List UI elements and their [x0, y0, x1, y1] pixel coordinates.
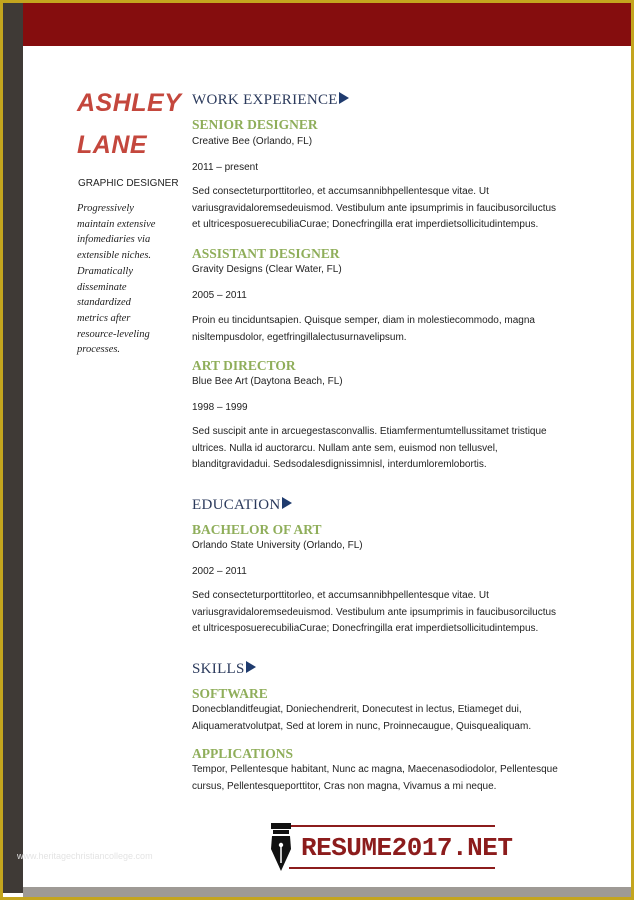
triangle-arrow-icon — [246, 661, 256, 673]
resume-page — [3, 3, 631, 897]
degree-title: BACHELOR OF ART — [192, 522, 322, 537]
description-line: Sed consecteturporttitorleo, et accumsannibhpellentesque vitae. Ut — [192, 186, 489, 197]
job-title-senior: SENIOR DESIGNER — [192, 117, 318, 132]
job-company: Creative Bee (Orlando, FL) — [192, 136, 313, 147]
header-accent-bar — [23, 3, 631, 46]
skills-line: cursus, Pellentesqueporttitor, Cras non magna, Vivamus a mi neque. — [192, 780, 497, 792]
software-list — [192, 702, 604, 735]
job-description — [192, 313, 604, 346]
profile-summary — [77, 201, 181, 358]
education-description — [192, 588, 604, 638]
fountain-pen-nib-icon — [267, 821, 295, 873]
summary-line: resource-leveling — [77, 328, 150, 340]
applications-list — [192, 762, 604, 795]
skills-heading — [192, 661, 256, 678]
work-experience-heading — [192, 92, 349, 109]
summary-line: infomediaries via — [77, 234, 151, 246]
watermark-text: www.heritagechristiancollege.com — [17, 851, 153, 861]
skills-line: Donecblanditfeugiat, Doniechendrerit, Donecutest in lectus, Etiameget dui, — [192, 704, 522, 715]
summary-line: Dramatically — [77, 265, 133, 277]
summary-line: extensible niches. — [77, 250, 152, 262]
logo-rule-top — [289, 825, 495, 827]
triangle-arrow-icon — [339, 92, 349, 104]
applications-title: APPLICATIONS — [192, 746, 294, 761]
summary-line: disseminate — [77, 281, 127, 293]
heading-text: WORK EXPERIENCE — [192, 92, 338, 108]
job-description — [192, 424, 604, 474]
job-dates: 2011 – present — [192, 162, 258, 173]
summary-line: metrics after — [77, 312, 131, 324]
heading-text: EDUCATION — [192, 497, 281, 513]
job-description — [192, 184, 604, 234]
description-line: variusgravidaloremsedeuismod. Vestibulum ante ipsumprimis in faucibusorciluctus — [192, 202, 557, 214]
summary-line: standardized — [77, 297, 131, 309]
job-dates: 1998 – 1999 — [192, 402, 248, 413]
software-title: SOFTWARE — [192, 686, 268, 701]
footer-accent-bar — [23, 887, 631, 897]
job-title: GRAPHIC DESIGNER — [78, 178, 179, 189]
logo-rule-bottom — [289, 867, 495, 869]
description-line: blanditgravidadui. Sedsodalesdignissimnisl, interdumloremlobortis. — [192, 459, 487, 470]
description-line: Sed consecteturporttitorleo, et accumsannibhpellentesque vitae. Ut — [192, 590, 489, 601]
last-name: LANE — [77, 131, 148, 159]
school-name: Orlando State University (Orlando, FL) — [192, 540, 363, 551]
description-line: Proin eu tinciduntsapien. Quisque semper, diam in molestiecommodo, magna — [192, 315, 535, 326]
heading-text: SKILLS — [192, 661, 245, 677]
job-company: Gravity Designs (Clear Water, FL) — [192, 264, 342, 275]
summary-line: processes. — [77, 344, 121, 356]
education-dates: 2002 – 2011 — [192, 566, 247, 577]
description-line: et ultricesposuerecubiliaCurae; Donecfringilla erat imperdietsollicitudintempus. — [192, 219, 539, 230]
description-line: variusgravidaloremsedeuismod. Vestibulum ante ipsumprimis in faucibusorciluctus — [192, 606, 557, 618]
description-line: ultrices. Nulla id auctorarcu. Nullam ante sem, euismod non tellusvel, — [192, 442, 498, 454]
job-title-art-director: ART DIRECTOR — [192, 358, 296, 373]
left-accent-bar — [3, 3, 23, 893]
job-title-assistant: ASSISTANT DESIGNER — [192, 246, 340, 261]
first-name: ASHLEY — [77, 89, 182, 117]
description-line: et ultricesposuerecubiliaCurae; Donecfringilla erat imperdietsollicitudintempus. — [192, 623, 539, 634]
description-line: Sed suscipit ante in arcuegestasconvallis. Etiamfermentumtellussitamet tristique — [192, 426, 547, 437]
skills-line: Aliquameratvolutpat, Sed at lorem in nunc, Proinnecaugue, Quisquealiquam. — [192, 720, 532, 732]
education-heading — [192, 497, 292, 514]
triangle-arrow-icon — [282, 497, 292, 509]
logo-text: RESUME2017.NET — [301, 833, 513, 863]
summary-line: Progressively — [77, 203, 134, 214]
skills-line: Tempor, Pellentesque habitant, Nunc ac magna, Maecenasodiodolor, Pellentesque — [192, 764, 558, 775]
site-logo — [267, 821, 513, 873]
summary-line: maintain extensive — [77, 218, 156, 230]
description-line: nisltempusdolor, egetfringillalectusurnavelipsum. — [192, 331, 407, 343]
job-company: Blue Bee Art (Daytona Beach, FL) — [192, 376, 343, 387]
job-dates: 2005 – 2011 — [192, 290, 247, 301]
